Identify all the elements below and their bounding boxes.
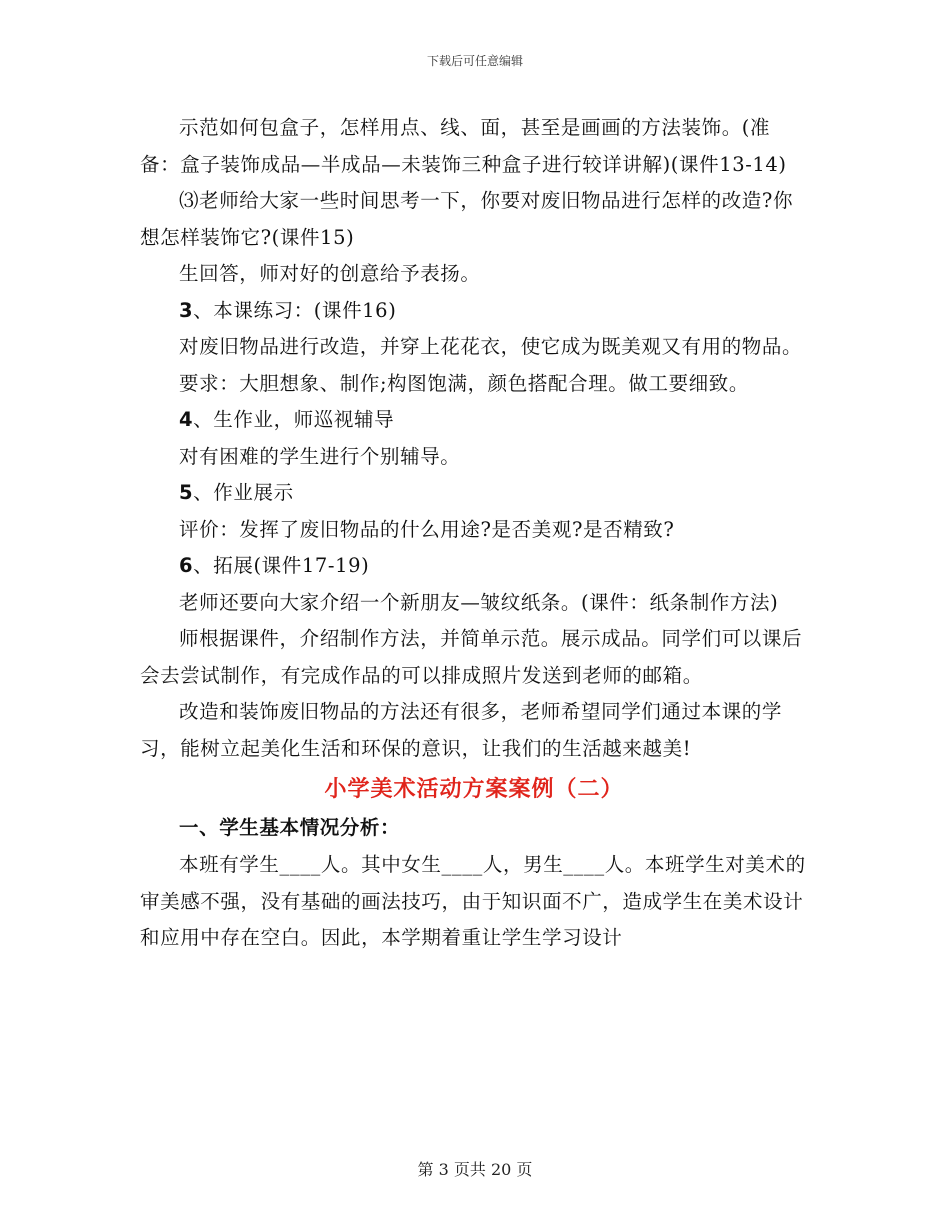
paragraph-practice: 对废旧物品进行改造，并穿上花花衣，使它成为既美观又有用的物品。 (179, 335, 803, 358)
heading-practice (140, 293, 808, 330)
paragraph-conclusion: 改造和装饰废旧物品的方法还有很多，老师希望同学们通过本课的学习，能树立起美化生活和环保的意识，让我们的生活越来越美! (140, 700, 783, 760)
heading-text: 、作业展示 (193, 481, 294, 504)
heading-text: 、本课练习：(课件16) (193, 298, 397, 322)
heading-extension (140, 548, 808, 585)
paragraph-student-analysis: 本班有学生____人。其中女生____人，男生____人。本班学生对美术的审美感不强，没有基础的画法技巧，由于知识面不广，造成学生在美术设计和应用中存在空白。因此，本学期着重让学生学习设计 (140, 853, 806, 949)
heading-number: 4 (179, 408, 194, 431)
paragraph-guidance: 对有困难的学生进行个别辅导。 (179, 444, 461, 468)
paragraph-evaluation: 评价：发挥了废旧物品的什么用途?是否美观?是否精致? (179, 517, 675, 541)
paragraph-demo: 示范如何包盒子，怎样用点、线、面，甚至是画画的方法装饰。(准备：盒子装饰成品—半成品—未装饰三种盒子进行较详讲解)(课件13-14) (140, 116, 787, 176)
paragraph-answer: 生回答，师对好的创意给予表扬。 (179, 262, 481, 285)
sub-heading-student-analysis: 一、学生基本情况分析： (179, 816, 401, 839)
page-footer: 第 3 页共 20 页 (417, 1160, 533, 1179)
heading-text: 、生作业，师巡视辅导 (193, 408, 395, 431)
heading-homework (140, 402, 808, 439)
document-body (140, 110, 808, 957)
heading-display (140, 475, 808, 512)
paragraph-method: 师根据课件，介绍制作方法，并简单示范。展示成品。同学们可以课后会去尝试制作，有完成作品的可以排成照片发送到老师的邮箱。 (140, 627, 803, 687)
section-title: 小学美术活动方案案例（二） (324, 777, 624, 802)
heading-number: 5 (179, 481, 194, 504)
heading-number: 3 (179, 298, 194, 322)
paragraph-new-friend: 老师还要向大家介绍一个新朋友—皱纹纸条。(课件：纸条制作方法) (179, 590, 779, 614)
paragraph-requirements: 要求：大胆想象、制作;构图饱满，颜色搭配合理。做工要细致。 (179, 371, 749, 395)
heading-number: 6 (179, 554, 194, 577)
paragraph-think: ⑶老师给大家一些时间思考一下，你要对废旧物品进行怎样的改造?你想怎样装饰它?(课件15) (140, 189, 794, 249)
heading-text: 、拓展(课件17-19) (193, 554, 370, 577)
page-header: 下载后可任意编辑 (426, 54, 523, 68)
